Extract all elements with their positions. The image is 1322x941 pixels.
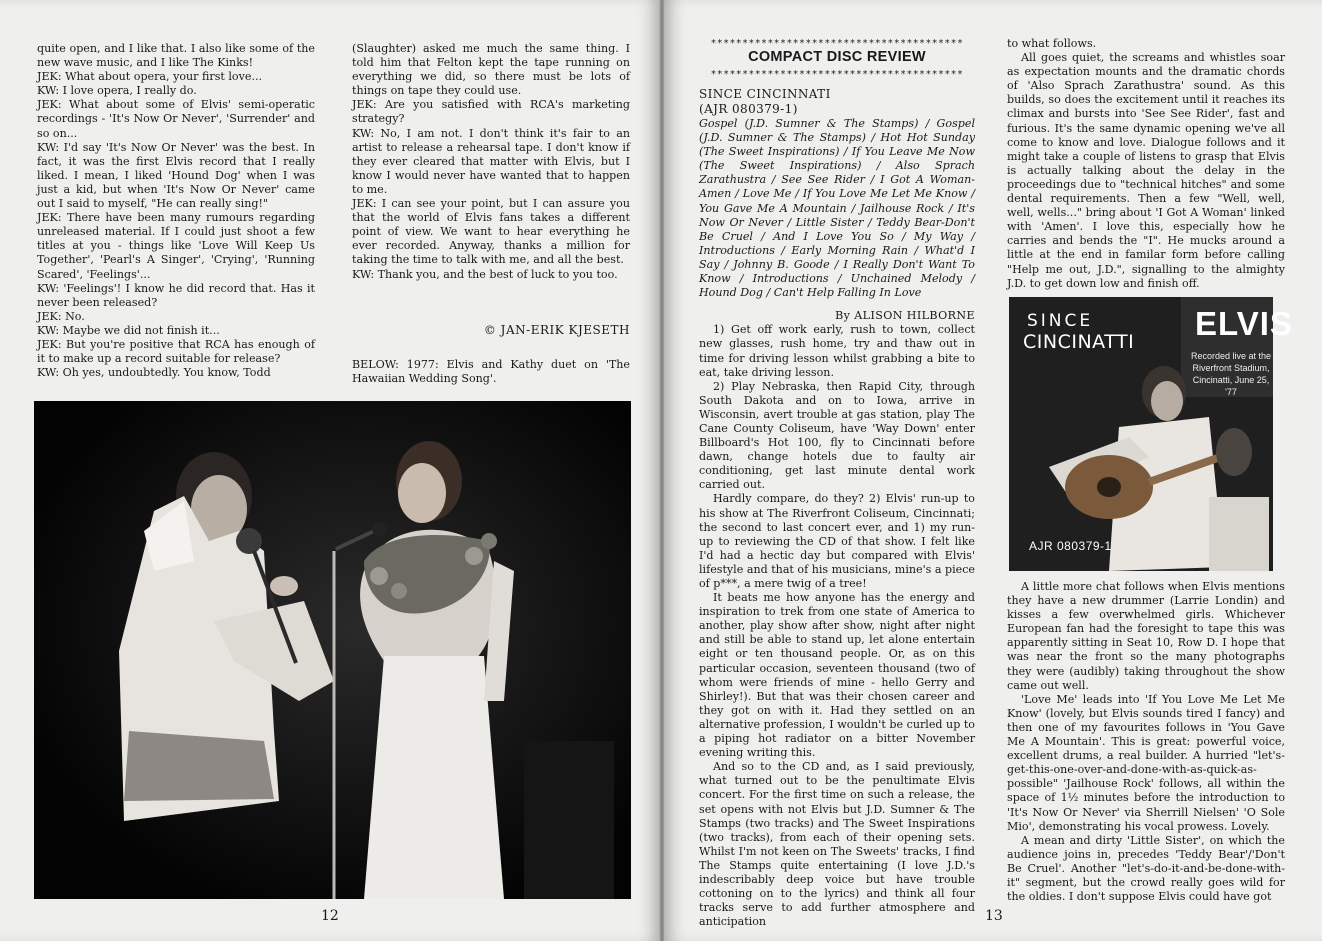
album-cover <box>1009 297 1293 571</box>
concert-photo-illustration <box>34 401 631 899</box>
paragraph: to what follows. <box>1007 37 1097 50</box>
right-page <box>664 0 1322 941</box>
paragraph: KW: Oh yes, undoubtedly. You know, Todd <box>37 366 271 380</box>
paragraph: JEK: But you're positive that RCA has enough of it to make up a record suitable for release? <box>37 337 315 366</box>
paragraph: KW: Thank you, and the best of luck to you too. <box>352 267 618 281</box>
star-rule-top: **************************************** <box>710 38 964 49</box>
paragraph: KW: Maybe we did not finish it... <box>37 323 220 337</box>
album-title: SINCE CINCINNATI <box>699 87 831 101</box>
tracklist: Gospel (J.D. Sumner & The Stamps) / Gospel (J.D. Sumner & The Stamps) / Hot Hot Sunday (The Sweet Inspirations) / If You Leave Me Now (The Sweet Inspirations) / Also Sprach Zarathustra / See See Rider / I Got A Woman-Amen / Love Me / If You Love Me Let Me Know / You Gave Me A Mountain / Jailhouse Rock / It's Now Or Never / Little Sister / Teddy Bear-Don't Be Cruel / And I Love You So / My Way / Introductions / Early Morning Rain / What'd I Say / Johnny B. Goode / I Really Don't Want To Know / Introductions / Unchained Melody / Hound Dog / Can't Help Falling In Love <box>699 117 975 300</box>
cover-artist: ELVIS <box>1195 305 1293 342</box>
page-number: 13 <box>985 908 1003 924</box>
interview-column-1 <box>37 42 315 380</box>
paragraph: JEK: What about some of Elvis' semi-operatic recordings - 'It's Now Or Never', 'Surrender' and so on... <box>37 98 315 140</box>
review-column-1 <box>699 87 975 929</box>
paragraph: KW: I'd say 'It's Now Or Never' was the best. In fact, it was the first Elvis record that I really liked. I mean, I liked 'Hound Dog' when I was just a kid, but when 'It's Now Or Never' came out I said to myself, "He can really sing!" <box>37 140 315 211</box>
paragraph: A little more chat follows when Elvis mentions they have a new drummer (Larrie Londin) and kisses a few overwhelmed girls. Whichever European fan had the foresight to tape this was apparently sitting in Seat 10, Row D. I hope that was near the front so the many photographs they were (audibly) taking throughout the show came out well. <box>1007 580 1285 692</box>
byline: By ALISON HILBORNE <box>835 309 975 323</box>
album-catalog: (AJR 080379-1) <box>699 102 798 116</box>
paragraph: 1) Get off work early, rush to town, collect new glasses, rush home, try and thaw out in time for driving lesson whilst grabbing a bite to eat, take driving lesson. <box>699 323 975 379</box>
concert-photo <box>34 401 631 899</box>
paragraph: JEK: Are you satisfied with RCA's marketing strategy? <box>352 98 630 126</box>
paragraph: JEK: I can see your point, but I can assure you that the world of Elvis fans takes a different point of view. We want to hear everything he ever recorded. Anyway, thanks a million for taking the time to talk with me, and all the best. <box>352 197 630 267</box>
paragraph: JEK: There have been many rumours regarding unreleased material. If I could just shoot a few titles at you - things like 'Love Will Keep Us Together', 'Pearl's A Singer', 'Crying', 'Running Scared', 'Feelings'... <box>37 211 315 281</box>
left-page <box>0 0 660 941</box>
paragraph: JEK: No. <box>37 309 85 323</box>
paragraph: KW: I love opera, I really do. <box>37 84 197 98</box>
star-rule-bottom: **************************************** <box>710 69 964 80</box>
cover-title-since: SINCE <box>1027 311 1094 331</box>
interview-column-2 <box>352 42 630 282</box>
paragraph: KW: 'Feelings'! I know he did record that. Has it never been released? <box>37 281 315 309</box>
review-column-2-top <box>1007 37 1285 291</box>
paragraph: 2) Play Nebraska, then Rapid City, through South Dakota and on to Iowa, arrive in Wisconsin, avert trouble at gas station, play The Cane County Coliseum, have 'Way Down' enter Billboard's Hot 100, fly to Cincinnati before dawn, change hotels due to faulty air conditioning, get last minute dental work carried out. <box>699 379 975 492</box>
page-number: 12 <box>321 908 339 924</box>
paragraph: quite open, and I like that. I also like some of the new wave music, and I like The Kinks! <box>37 42 315 70</box>
paragraph: (Slaughter) asked me much the same thing. I told him that Felton kept the tape running on everything we did, so there must be lots of things on tape they could use. <box>352 42 630 98</box>
paragraph: A mean and dirty 'Little Sister', on which the audience joins in, precedes 'Teddy Bear'/'Don't Be Cruel'. Another "let's-do-it-and-be-done-with-it" segment, but the crowd really goes wild for the oldies. I don't suppose Elvis could have got <box>1007 833 1285 904</box>
paragraph: KW: No, I am not. I don't think it's fair to an artist to release a rehearsal tape. I don't know if they ever cleared that matter with Elvis, but I know I would never have wanted that to happen to me. <box>352 126 630 196</box>
paragraph: It beats me how anyone has the energy and inspiration to trek from one state of America to another, play show after show, night after night and still be able to stand up, let alone entertain eight or ten thousand people. Or, as on this particular occasion, seventeen thousand (two of whom were friends of mine - hello Gerry and Shirley!). But that was their chosen career and they got on with it. Had they settled on an alternative profession, I wouldn't be curled up to a piping hot radiator on a bitter November evening writing this. <box>699 591 975 760</box>
paragraph: JEK: What about opera, your first love... <box>37 70 263 84</box>
photo-caption: BELOW: 1977: Elvis and Kathy duet on 'The Hawaiian Wedding Song'. <box>352 358 630 386</box>
author-credit: © JAN-ERIK KJESETH <box>483 323 630 337</box>
cover-title-cincinatti: CINCINATTI <box>1023 331 1135 353</box>
cover-catalog: AJR 080379-1 <box>1029 539 1112 553</box>
paragraph: Hardly compare, do they? 2) Elvis' run-up to his show at The Riverfront Coliseum, Cincinnati; the second to last concert ever, and 1) my run-up to reviewing the CD of that show. I felt like I'd had a hectic day but compared with Elvis' lifestyle and that of his musicians, mine's a piece of p***, a mere twig of a tree! <box>699 492 975 590</box>
review-column-2-bottom <box>1007 580 1285 904</box>
paragraph: 'Love Me' leads into 'If You Love Me Let Me Know' (lovely, but Elvis sounds tired I fancy) and then one of my favourites follows in 'You Gave Me A Mountain'. This is great: powerful voice, excellent drums, a real builder. A hurried "let's-get-this-one-over-and-done-with-as-quick-as-possible" 'Jailhouse Rock' follows, all within the space of 1½ minutes before the introduction to 'It's Now Or Never' via Sherrill Nielsen' 'O Sole Mio', demonstrating his vocal prowess. Lovely. <box>1007 692 1285 833</box>
paragraph: All goes quiet, the screams and whistles soar as expectation mounts and the dramatic chords of 'Also Sprach Zarathustra' sound. As this builds, so does the excitement until it reaches its climax and bursts into 'See See Rider', fast and furious. It's the same dynamic opening we've all come to know and love. Dialogue follows and it might take a couple of listens to grasp that Elvis is actually talking about the delay in the proceedings due to "technical hitches" and some dental requirements. Then a few "Well, well, well, wells..." bring about 'I Got A Woman' linked with 'Amen'. I love this, especially how he carries and bends the "I". He mucks around a little at the end in familar form before calling "Help me out, J.D.", signalling to the almighty J.D. to get down low and finish off. <box>1007 51 1285 290</box>
section-heading: COMPACT DISC REVIEW <box>748 49 926 65</box>
paragraph: And so to the CD and, as I said previously, what turned out to be the penultimate Elvis concert. For the first time on such a release, the set opens with not Elvis but J.D. Sumner & The Stamps (two tracks) and The Sweet Inspirations (two tracks), from each of their opening sets. Whilst I'm not keen on The Sweets' tracks, I find The Stamps quite entertaining (I love J.D.'s indescribably deep voice but have trouble cottoning on to the lyrics) and think all four tracks serve to add further atmosphere and anticipation <box>699 760 975 929</box>
cover-recorded-note: Recorded live at the Riverfront Stadium, Cincinatti, June 25, '77 <box>1190 351 1272 397</box>
